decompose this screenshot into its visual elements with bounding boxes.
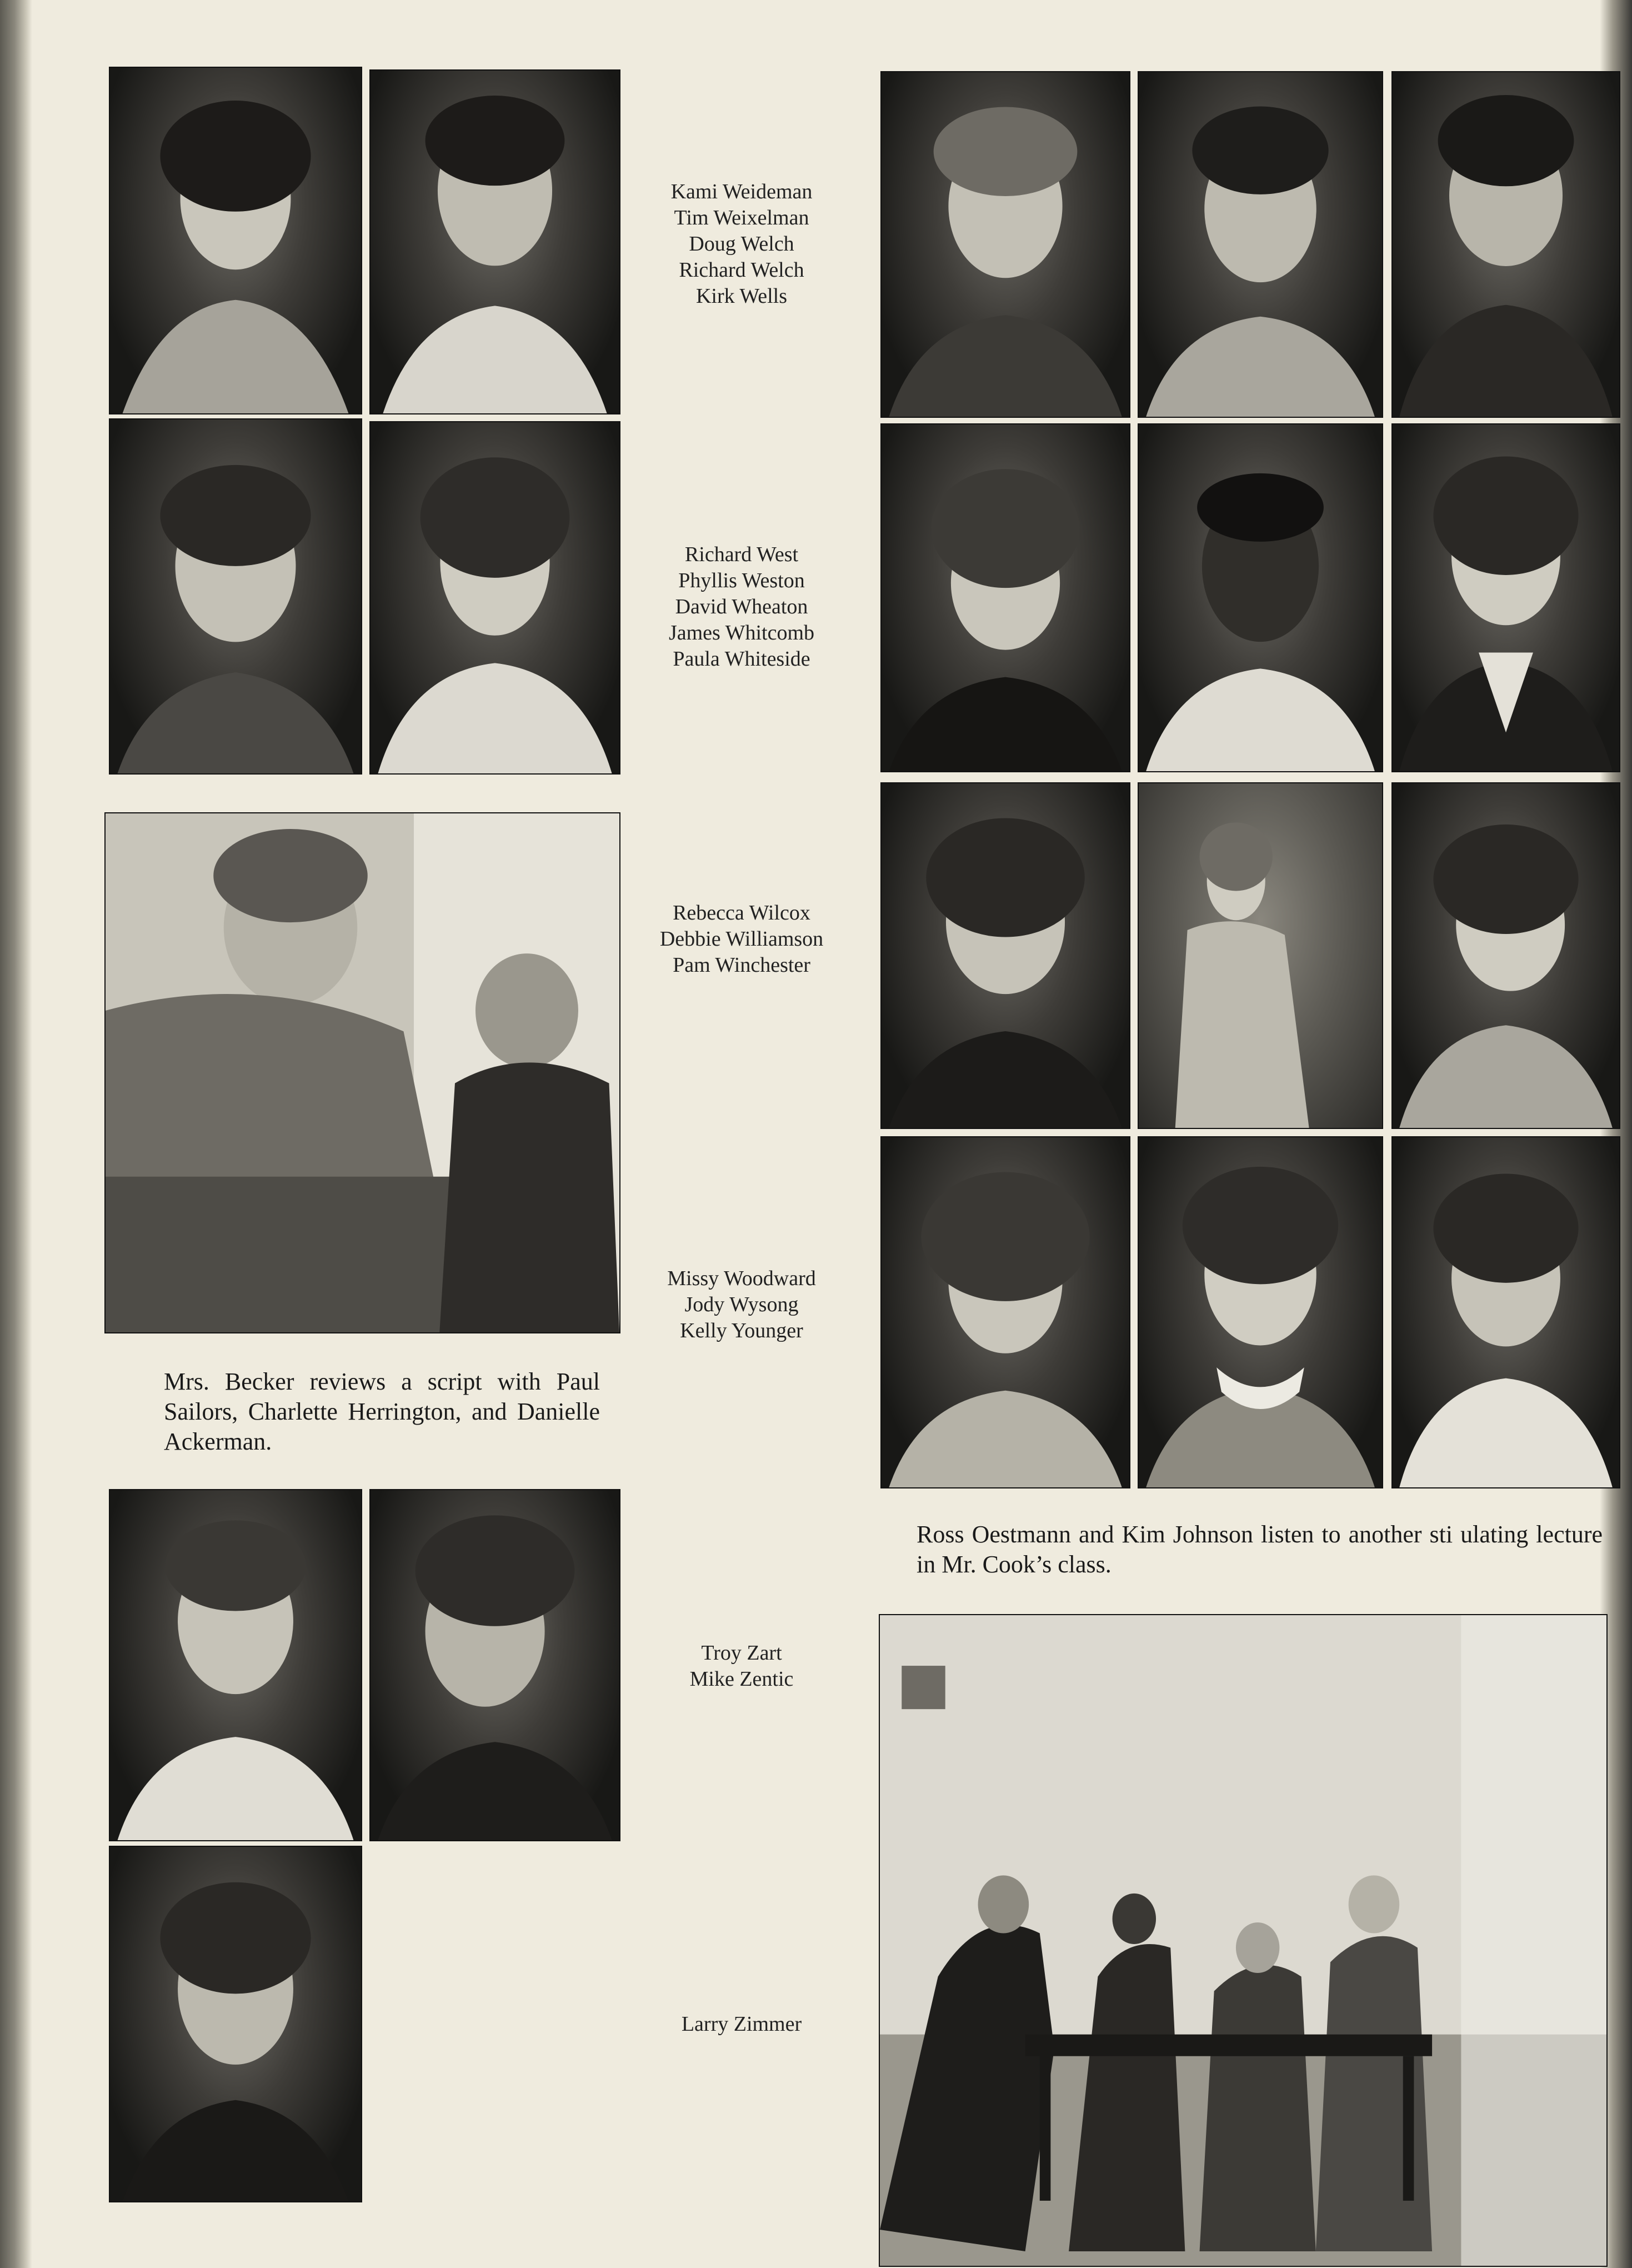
name-list-group-1 (644, 179, 839, 309)
name-item: Phyllis Weston (678, 569, 805, 592)
name-item: Kelly Younger (680, 1319, 803, 1342)
portrait-troy-zart (109, 1489, 362, 1841)
portrait-richard-west (109, 418, 362, 775)
portrait-doug-welch (880, 71, 1130, 418)
name-item: Kirk Wells (695, 284, 788, 308)
name-item: Mike Zentic (689, 1667, 794, 1691)
photo-mr-cook-class (879, 1614, 1608, 2267)
portrait-mike-zentic (369, 1489, 620, 1841)
name-list-group-2 (644, 542, 839, 672)
portrait-larry-zimmer (109, 1846, 362, 2202)
name-item: Richard Welch (679, 258, 804, 282)
name-item: Rebecca Wilcox (673, 901, 810, 925)
portrait-kami-weideman (109, 67, 362, 414)
name-item: James Whitcomb (668, 621, 815, 645)
name-item: Pam Winchester (673, 953, 810, 977)
name-item: Larry Zimmer (681, 2012, 802, 2036)
portrait-pam-winchester (1391, 782, 1620, 1129)
photo-mrs-becker-script (104, 812, 620, 1333)
caption-classroom-photo: Ross Oestmann and Kim Johnson listen to another sti ulating lecture in Mr. Cook’s class. (917, 1521, 1603, 1578)
portrait-debbie-williamson (1138, 782, 1383, 1129)
name-item: Kami Weideman (670, 180, 813, 203)
name-item: Debbie Williamson (659, 927, 824, 951)
name-item: Richard West (684, 543, 799, 566)
name-item: David Wheaton (675, 595, 808, 618)
portrait-phyllis-weston (369, 421, 620, 775)
name-item: Missy Woodward (667, 1267, 816, 1290)
name-list-group-4 (644, 1266, 839, 1344)
name-list-group-6 (644, 2011, 839, 2037)
portrait-david-wheaton (880, 423, 1130, 772)
name-item: Tim Weixelman (674, 206, 809, 229)
portrait-jody-wysong (1138, 1136, 1383, 1488)
portrait-richard-welch (1138, 71, 1383, 418)
portrait-kelly-younger (1391, 1136, 1620, 1488)
name-list-group-3 (644, 900, 839, 978)
name-item: Jody Wysong (684, 1293, 799, 1316)
portrait-missy-woodward (880, 1136, 1130, 1488)
name-item: Doug Welch (689, 232, 794, 256)
caption-becker-photo: Mrs. Becker reviews a script with Paul Sailors, Charlette Herrington, and Danielle Ackerman. (164, 1368, 600, 1455)
name-list-group-5 (644, 1640, 839, 1692)
book-spine-shadow (0, 0, 32, 2268)
name-item: Troy Zart (701, 1641, 782, 1665)
portrait-james-whitcomb (1138, 423, 1383, 772)
portrait-tim-weixelman (369, 69, 620, 414)
portrait-kirk-wells (1391, 71, 1620, 418)
portrait-paula-whiteside (1391, 423, 1620, 772)
name-item: Paula Whiteside (673, 647, 810, 671)
portrait-rebecca-wilcox (880, 782, 1130, 1129)
